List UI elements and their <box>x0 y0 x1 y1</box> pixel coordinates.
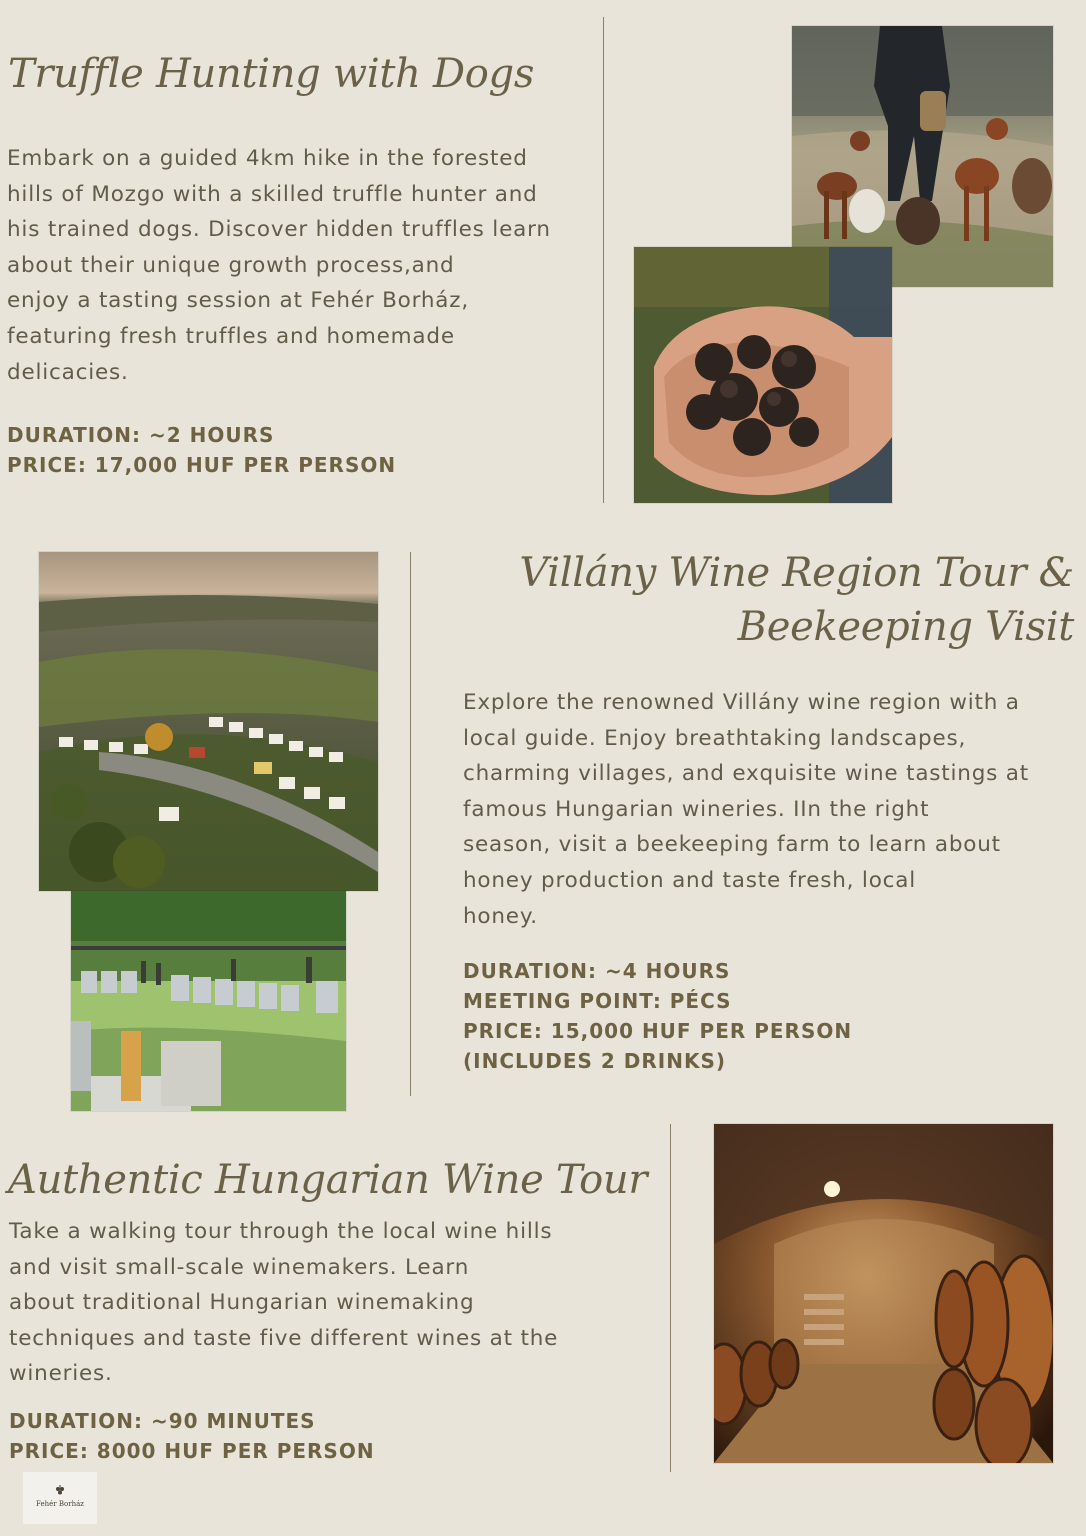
description-line: Take a walking tour through the local wine hills <box>9 1219 553 1244</box>
duration-text: DURATION: ~90 MINUTES <box>9 1409 316 1433</box>
villany-details <box>463 956 852 1076</box>
description-line: delicacies. <box>7 359 129 385</box>
section-divider <box>670 1124 671 1472</box>
section-title-truffle-hunting: Truffle Hunting with Dogs <box>8 51 535 97</box>
includes-text: (INCLUDES 2 DRINKS) <box>463 1049 727 1073</box>
feher-borhaz-logo <box>23 1472 97 1524</box>
section-divider <box>603 17 604 503</box>
grape-icon <box>55 1482 65 1494</box>
description-line: about traditional Hungarian winemaking <box>9 1290 475 1316</box>
description-line: Explore the renowned Villány wine region with a <box>463 690 1020 715</box>
price-text: PRICE: 17,000 HUF PER PERSON <box>7 453 397 477</box>
duration-text: DURATION: ~2 HOURS <box>7 423 275 447</box>
meeting-point-text: MEETING POINT: PÉCS <box>463 989 732 1013</box>
section-divider <box>410 552 411 1096</box>
beekeeping-farm-photo <box>71 891 346 1111</box>
description-line: charming villages, and exquisite wine tastings at <box>463 761 1030 787</box>
truffle-description <box>7 141 551 390</box>
truffle-details <box>7 420 396 480</box>
description-line: Embark on a guided 4km hike in the forested <box>7 146 528 171</box>
section-title-villany <box>519 546 1074 654</box>
hands-holding-truffles-photo <box>634 247 892 503</box>
description-line: his trained dogs. Discover hidden truffles learn <box>7 217 551 243</box>
description-line: honey. <box>463 903 538 929</box>
villany-title-line: Villány Wine Region Tour & <box>519 550 1074 596</box>
price-text: PRICE: 15,000 HUF PER PERSON <box>463 1019 853 1043</box>
description-line: local guide. Enjoy breathtaking landscapes, <box>463 725 967 751</box>
logo-text: Fehér Borház <box>36 1500 84 1508</box>
description-line: enjoy a tasting session at Fehér Borház, <box>7 288 469 314</box>
description-line: wineries. <box>9 1361 113 1387</box>
description-line: season, visit a beekeeping farm to learn about <box>463 832 1001 858</box>
wine-cellar-barrels-photo <box>714 1124 1053 1463</box>
description-line: featuring fresh truffles and homemade <box>7 323 455 349</box>
villany-village-aerial-photo <box>39 552 378 891</box>
description-line: famous Hungarian wineries. IIn the right <box>463 796 930 822</box>
description-line: hills of Mozgo with a skilled truffle hunter and <box>7 181 538 207</box>
wine-tour-description <box>9 1214 558 1392</box>
price-text: PRICE: 8000 HUF PER PERSON <box>9 1439 375 1463</box>
villany-title-line: Beekeeping Visit <box>737 604 1074 650</box>
duration-text: DURATION: ~4 HOURS <box>463 959 731 983</box>
villany-description <box>463 685 1029 934</box>
description-line: and visit small-scale winemakers. Learn <box>9 1254 470 1280</box>
description-line: techniques and taste five different wines at the <box>9 1325 559 1351</box>
section-title-wine-tour: Authentic Hungarian Wine Tour <box>8 1157 648 1203</box>
description-line: honey production and taste fresh, local <box>463 867 917 893</box>
description-line: about their unique growth process,and <box>7 252 455 278</box>
wine-tour-details <box>9 1406 375 1466</box>
